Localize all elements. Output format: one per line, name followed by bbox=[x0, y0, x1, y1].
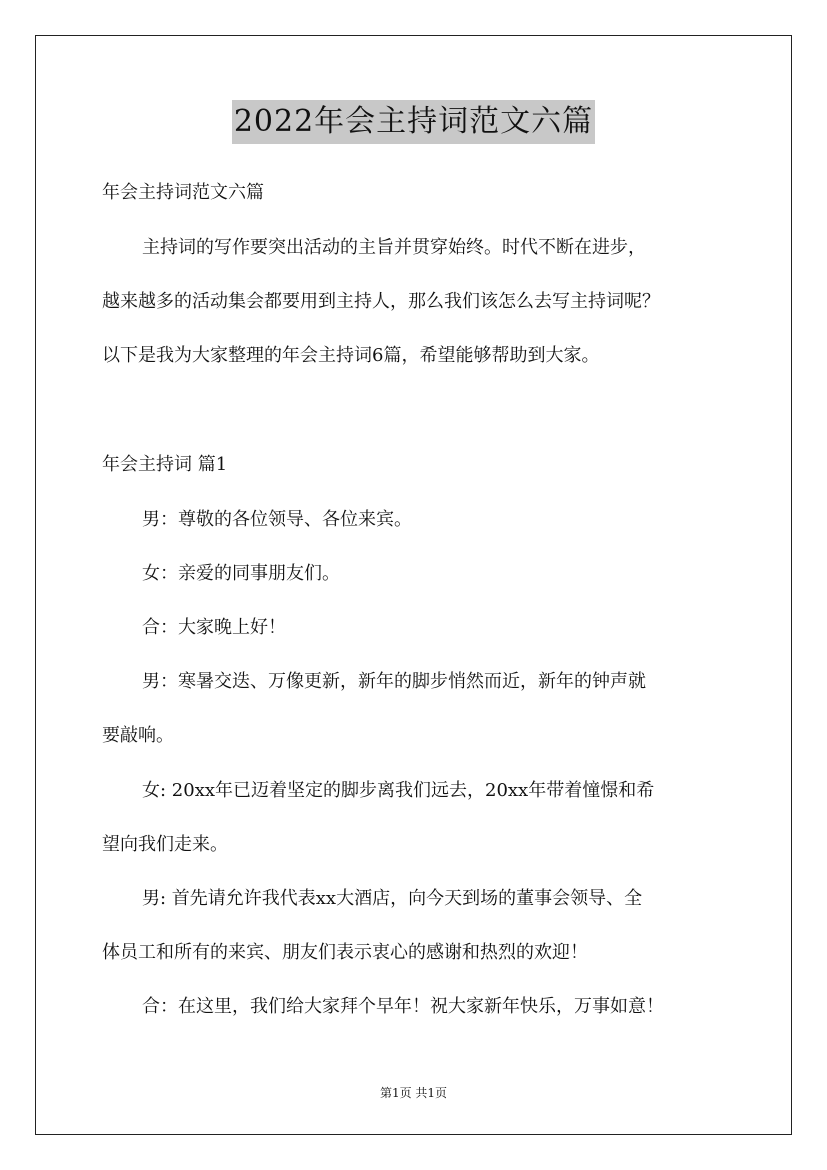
document-title: 2022年会主持词范文六篇 bbox=[232, 100, 595, 144]
dialogue-line: 女: 20xx年已迈着坚定的脚步离我们远去，20xx年带着憧憬和希 bbox=[142, 780, 655, 801]
dialogue-line: 男: 首先请允许我代表xx大酒店，向今天到场的董事会领导、全 bbox=[142, 888, 643, 909]
dialogue-line: 男：寒暑交迭、万像更新，新年的脚步悄然而近，新年的钟声就 bbox=[142, 671, 646, 692]
dialogue-line: 合：大家晚上好！ bbox=[142, 617, 286, 638]
dialogue-line: 女：亲爱的同事朋友们。 bbox=[142, 563, 340, 584]
dialogue-line: 望向我们走来。 bbox=[102, 834, 228, 855]
paragraph-line: 越来越多的活动集会都要用到主持人，那么我们该怎么去写主持词呢？ bbox=[102, 291, 660, 312]
title-container bbox=[0, 100, 827, 144]
paragraph-line: 以下是我为大家整理的年会主持词6篇，希望能够帮助到大家。 bbox=[102, 345, 600, 366]
paragraph-line: 主持词的写作要突出活动的主旨并贯穿始终。时代不断在进步， bbox=[142, 237, 646, 258]
subtitle: 年会主持词范文六篇 bbox=[102, 182, 264, 203]
dialogue-line: 要敲响。 bbox=[102, 725, 174, 746]
dialogue-line: 体员工和所有的来宾、朋友们表示衷心的感谢和热烈的欢迎！ bbox=[102, 942, 588, 963]
page-footer: 第1页 共1页 bbox=[379, 1086, 448, 1100]
section-heading: 年会主持词 篇1 bbox=[102, 454, 228, 475]
dialogue-line: 男：尊敬的各位领导、各位来宾。 bbox=[142, 509, 412, 530]
dialogue-line: 合：在这里，我们给大家拜个早年！祝大家新年快乐，万事如意！ bbox=[142, 996, 664, 1017]
